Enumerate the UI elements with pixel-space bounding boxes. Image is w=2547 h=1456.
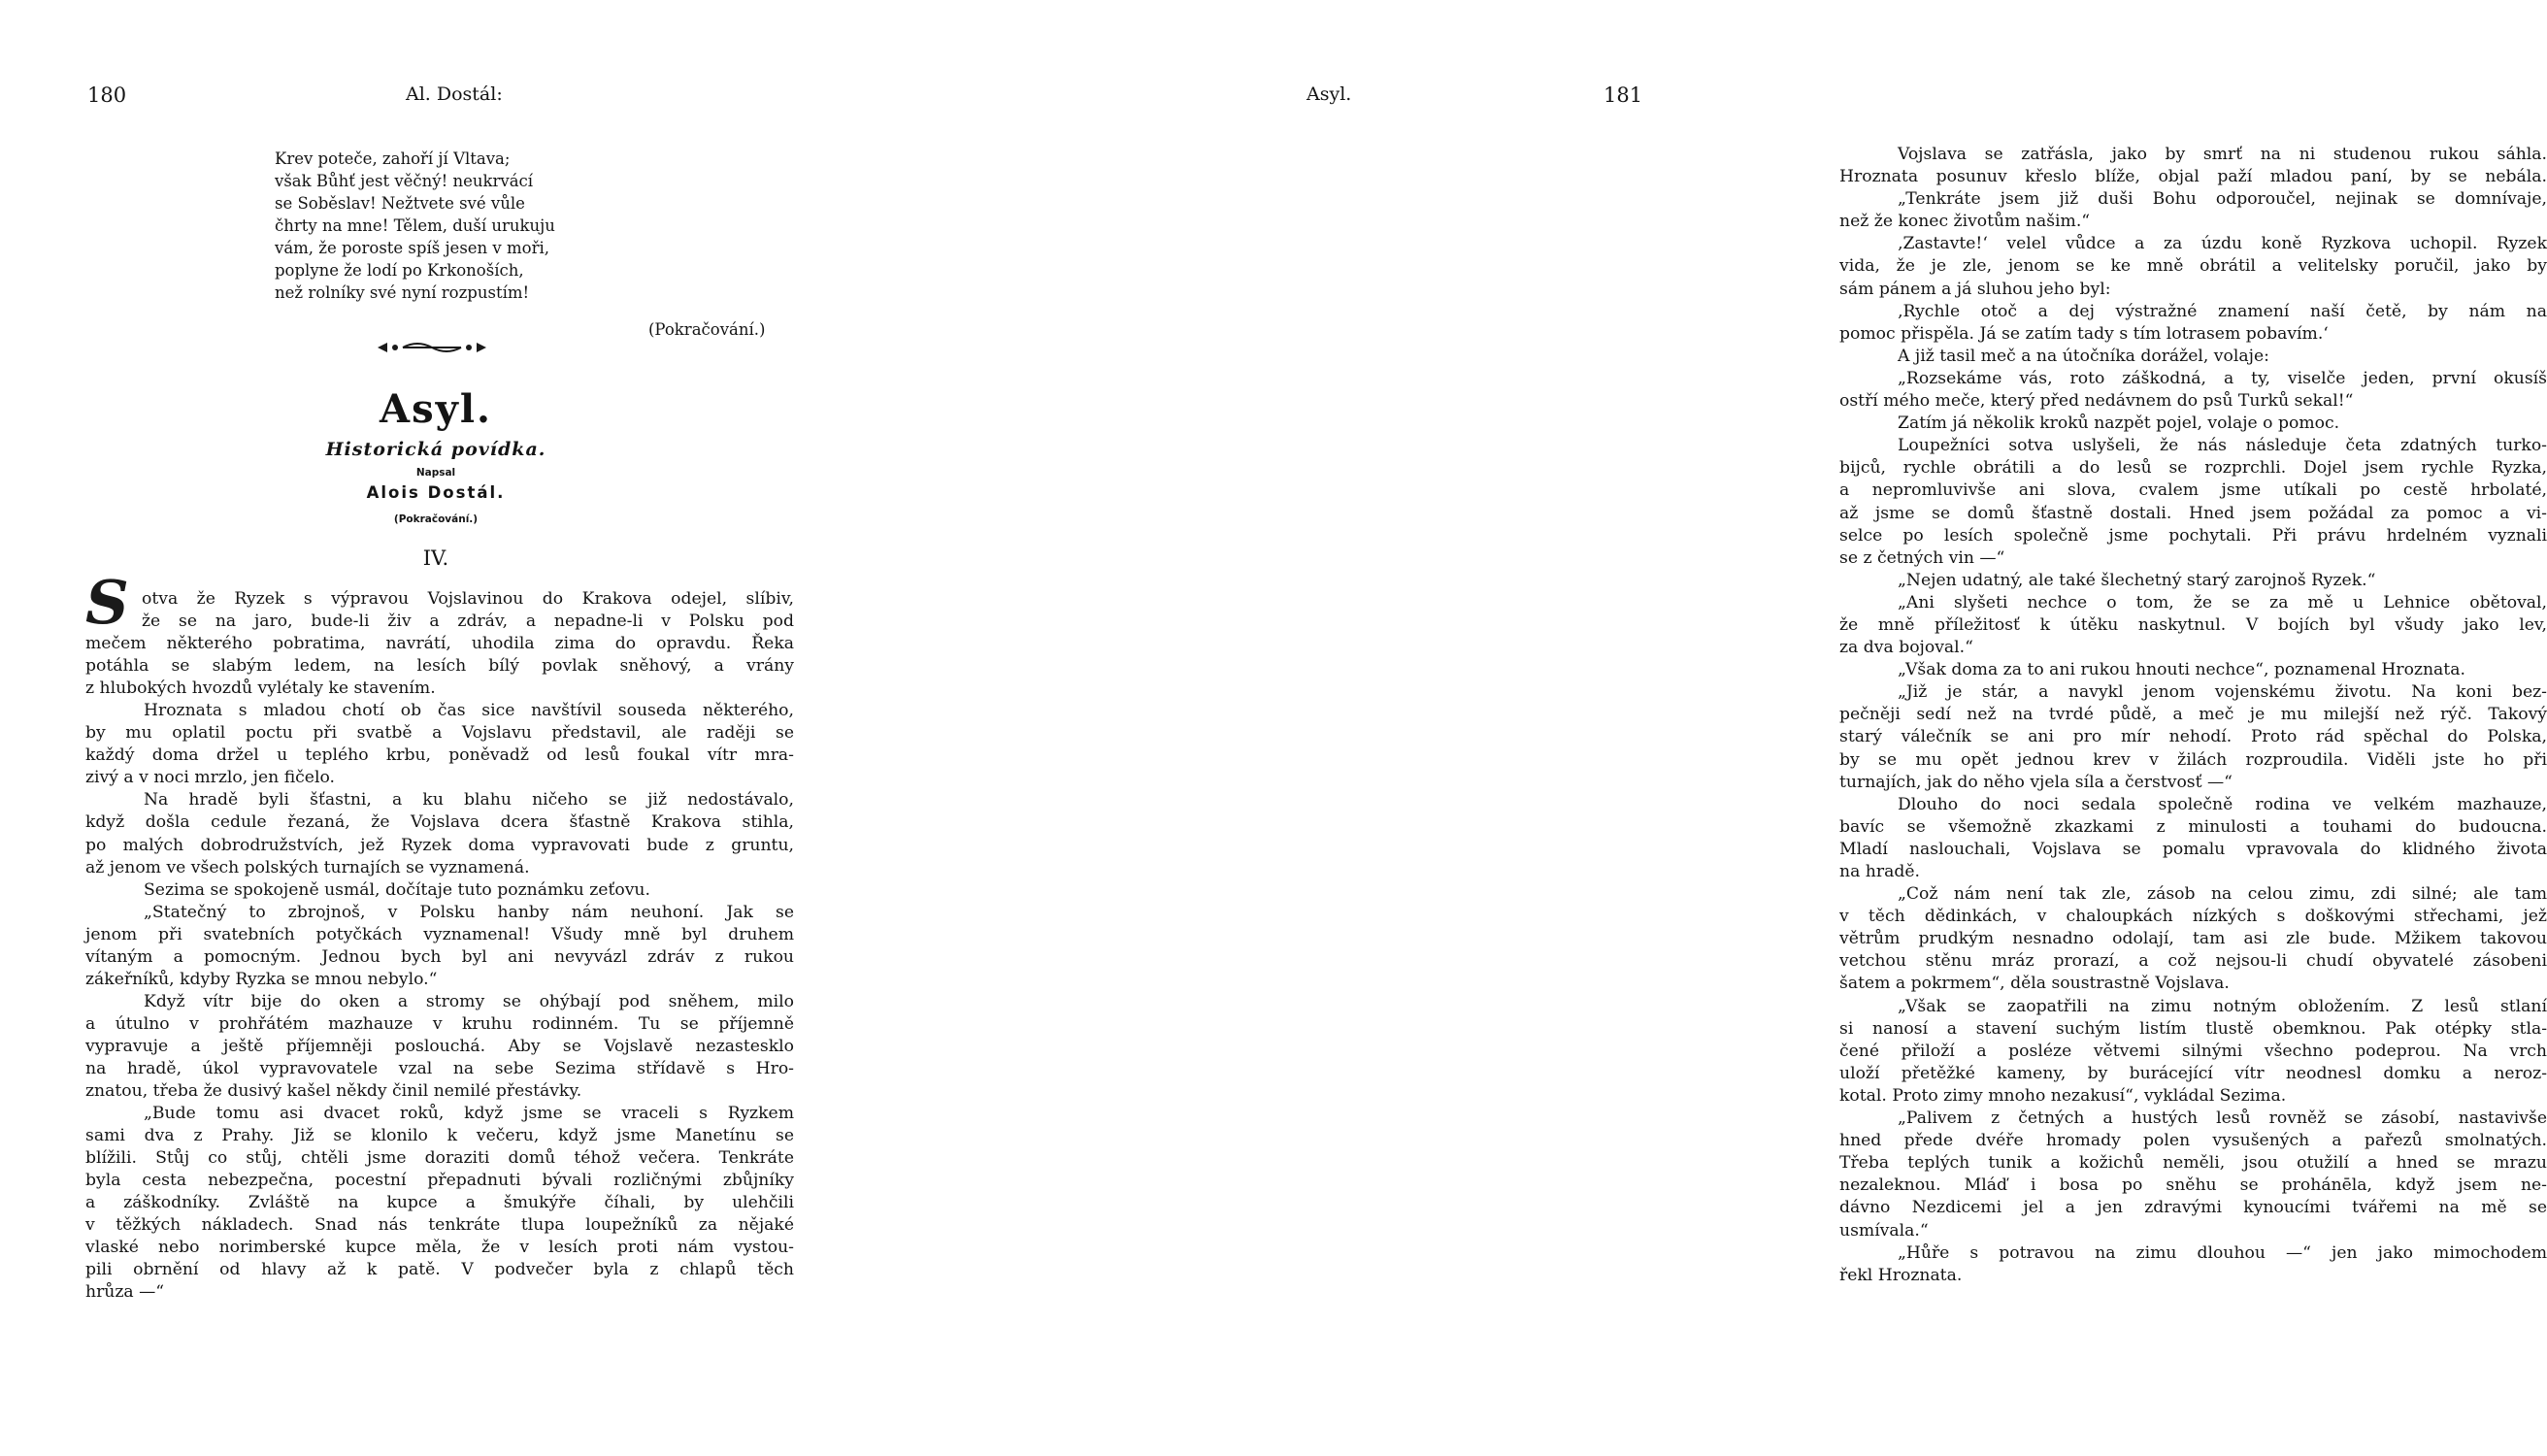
text-line: „Bude tomu asi dvacet roků, když jsme se vraceli s Ryzkem: [144, 1104, 794, 1124]
text-line: starý válečník se ani pro mír nehodí. Proto rád spěchal do Polska,: [1839, 727, 2547, 747]
text-line: zivý a v noci mrzlo, jen fičelo.: [85, 768, 335, 788]
text-line: zákeřníků, kdyby Ryzka se mnou nebylo.“: [85, 969, 438, 989]
right-body-text: [1839, 144, 2547, 1287]
text-line: že se na jaro, bude-li živ a zdráv, a nepadne-li v Polsku pod: [142, 612, 794, 632]
text-line: až jenom ve všech polských turnajích se vyznamená.: [85, 857, 530, 877]
text-line: Třeba teplých tunik a kožichů neměli, jsou otužilí a hned se mrazu: [1839, 1153, 2547, 1174]
text-line: byla cesta nebezpečna, pocestní přepadnuti bývali rozličnými zbůjníky: [85, 1171, 794, 1191]
text-line: ‚Rychle otoč a dej výstražné znamení naší četě, by nám na: [1898, 301, 2547, 321]
text-line: za dva bojoval.“: [1839, 638, 1973, 658]
running-head: Al. Dostál:: [406, 83, 503, 105]
author-note: (Pokračování.): [393, 513, 479, 525]
text-line: Hroznata s mladou chotí ob čas sice navštívil souseda některého,: [144, 701, 794, 721]
text-line: „Ani slyšeti nechce o tom, že se za mě u Lehnice obětoval,: [1898, 592, 2547, 612]
text-line: „Tenkráte jsem již duši Bohu odporoučel, nejinak se domnívaje,: [1898, 189, 2547, 210]
text-line: Loupežníci sotva uslyšeli, že nás následuje četa zdatných turko-: [1898, 436, 2547, 456]
text-line: pečněji sedí než na tvrdé půdě, a meč je mu milejší než rýč. Takový: [1839, 705, 2547, 725]
text-line: sami dva z Prahy. Již se klonilo k večeru, když jsme Manetínu se: [85, 1126, 794, 1146]
poem-line: čhrty na mne! Tělem, duší urukuju: [275, 216, 555, 235]
drop-cap: S: [85, 567, 129, 638]
text-line: „Nejen udatný, ale také šlechetný starý zarojnoš Ryzek.“: [1898, 570, 2376, 590]
left-page: [0, 0, 872, 1456]
text-line: hned přede dvéře hromady polen vysušených a pařezů smolnatých.: [1839, 1131, 2547, 1151]
text-line: každý doma držel u teplého krbu, poněvadž od lesů foukal vítr mra-: [85, 745, 794, 766]
text-line: vítaným a pomocným. Jednou bych byl ani nevyvázl zdráv z rukou: [85, 946, 794, 967]
poem-line: však Bůhť jest věčný! neukrvácí: [275, 172, 534, 190]
poem-line: vám, že poroste spíš jesen v moři,: [275, 239, 549, 257]
right-page: [872, 0, 2547, 1456]
text-line: vetchou stěnu mráz prorazí, a což nejsou-li chudí obyvatelé zásobeni: [1839, 951, 2547, 972]
poem-line: než rolníky své nyní rozpustím!: [275, 283, 530, 302]
text-line: řekl Hroznata.: [1839, 1265, 1963, 1285]
text-line: v těžkých nákladech. Snad nás tenkráte tlupa loupežníků za nějaké: [85, 1215, 794, 1236]
story-subtitle: Historická povídka.: [325, 439, 546, 460]
page-number: 180: [87, 83, 127, 107]
text-line: Mladí naslouchali, Vojslava se pomalu vpravovala do klidného života: [1839, 839, 2547, 859]
text-line: „Rozsekáme vás, roto záškodná, a ty, viselče jeden, první okusíš: [1898, 368, 2547, 388]
text-line: „Což nám není tak zle, zásob na celou zimu, zdi silné; ale tam: [1898, 884, 2547, 905]
text-line: až jsme se domů šťastně dostali. Hned jsem požádal za pomoc a vi-: [1839, 503, 2547, 523]
text-line: selce po lesích společně jsme pochytali. Při právu hrdelném vyznali: [1839, 525, 2547, 546]
text-line: nezaleknou. Mláď i bosa po sněhu se prohánēla, když jsem ne-: [1839, 1175, 2547, 1196]
text-line: „Hůře s potravou na zimu dlouhou —“ jen jako mimochodem: [1898, 1242, 2547, 1263]
text-line: bijců, rychle obrátili a do lesů se rozprchli. Dojel jsem rychle Ryzka,: [1839, 458, 2547, 479]
text-line: „Palivem z četných a hustých lesů rovněž se zásobí, nastavivše: [1898, 1109, 2547, 1129]
text-line: znatou, třeba že dusivý kašel někdy činil nemilé přestávky.: [85, 1081, 582, 1102]
story-title: Asyl.: [380, 386, 492, 432]
text-line: na hradě, úkol vypravovatele vzal na sebe Sezima střídavě s Hro-: [85, 1058, 794, 1078]
text-line: ‚Zastavte!‘ velel vůdce a za úzdu koně Ryzkova uchopil. Ryzek: [1898, 234, 2547, 254]
text-line: na hradě.: [1839, 862, 1920, 881]
byline-label: Napsal: [415, 467, 456, 479]
continued-note: (Pokračování.): [648, 320, 766, 339]
text-line: Vojslava se zatřásla, jako by smrť na ni studenou rukou sáhla.: [1898, 145, 2547, 164]
running-head: Asyl.: [1307, 83, 1352, 105]
left-body-text: [85, 588, 794, 1305]
ornament-divider: [374, 340, 490, 355]
text-line: z hlubokých hvozdů vylétaly ke stavením.: [85, 678, 436, 699]
text-line: otva že Ryzek s výpravou Vojslavinou do Krakova odejel, slíbiv,: [142, 589, 794, 609]
text-line: když došla cedule řezaná, že Vojslava dcera šťastně Krakova stihla,: [85, 812, 794, 833]
poem-line: poplyne že lodí po Krkonoších,: [275, 261, 524, 280]
chapter-heading: IV.: [422, 546, 449, 570]
text-line: „Však se zaopatřili na zimu notným obložením. Z lesů stlaní: [1898, 996, 2547, 1016]
text-line: potáhla se slabým ledem, na lesích bílý povlak sněhový, a vrány: [85, 656, 794, 677]
text-line: hrůza —“: [85, 1282, 165, 1303]
text-line: Když vítr bije do oken a stromy se ohýbají pod sněhem, milo: [144, 991, 794, 1011]
text-line: že mně příležitosť k útěku naskytnul. V bojích byl všudy jako lev,: [1839, 614, 2547, 635]
text-line: čené přiloží a posléze větvemi silnými všechno podeprou. Na vrch: [1839, 1041, 2547, 1061]
text-line: „Již je stár, a navykl jenom vojenskému životu. Na koni bez-: [1898, 682, 2547, 703]
text-line: „Však doma za to ani rukou hnouti nechce“, poznamenal Hroznata.: [1898, 660, 2465, 680]
text-line: „Statečný to zbrojnoš, v Polsku hanby nám neuhoní. Jak se: [144, 902, 794, 922]
text-line: A již tasil meč a na útočníka dorážel, volaje:: [1898, 346, 2269, 366]
text-line: než že konec životům našim.“: [1839, 212, 2091, 232]
text-line: větrům prudkým nesnadno odolají, tam asi zle bude. Mžikem takovou: [1839, 929, 2547, 949]
text-line: uloží přetěžké kameny, by burácející vítr neodnesl domku a neroz-: [1839, 1063, 2547, 1083]
author-name: Alois Dostál.: [366, 483, 506, 502]
text-line: Sezima se spokojeně usmál, dočítaje tuto poznámku zeťovu.: [144, 879, 650, 900]
text-line: turnajích, jak do něho vjela síla a čerstvosť —“: [1839, 772, 2233, 792]
poem-line: Krev poteče, zahoří jí Vltava;: [275, 149, 511, 168]
text-line: dávno Nezdicemi jel a jen zdravými kynoucími tvářemi na mě se: [1839, 1198, 2547, 1218]
text-line: si nanosí a stavení suchým listím tlustě obemknou. Pak otépky stla-: [1839, 1018, 2547, 1039]
text-line: Dlouho do noci sedala společně rodina ve velkém mazhauze,: [1898, 794, 2547, 814]
text-line: a útulno v prohřátém mazhauze v kruhu rodinném. Tu se příjemně: [85, 1013, 794, 1034]
text-line: šatem a pokrmem“, děla soustrastně Vojslava.: [1839, 974, 2230, 994]
poem-line: se Soběslav! Nežtvete své vůle: [275, 194, 525, 213]
text-line: a záškodníky. Zvláště na kupce a šmukýře číhali, by ulehčili: [85, 1193, 794, 1213]
text-line: usmívala.“: [1839, 1220, 1929, 1241]
text-line: kotal. Proto zimy mnoho nezakusí“, vykládal Sezima.: [1839, 1085, 2287, 1106]
text-line: po malých dobrodružstvích, jež Ryzek doma vypravovati bude z gruntu,: [85, 835, 794, 855]
text-line: sám pánem a já sluhou jeho byl:: [1839, 279, 2111, 299]
text-line: v těch dědinkách, v chaloupkách nízkých s doškovými střechami, jež: [1839, 907, 2547, 927]
text-line: pomoc přispěla. Já se zatím tady s tím lotrasem pobavím.‘: [1839, 323, 2329, 344]
poem-block: [275, 148, 663, 304]
text-line: vypravuje a ještě příjemněji poslouchá. Aby se Vojslavě nezastesklo: [85, 1036, 794, 1056]
text-line: ostří mého meče, který před nedávnem do psů Turků sekal!“: [1839, 391, 2354, 412]
text-line: Hroznata posunuv křeslo blíže, objal paží mladou paní, by se nebála.: [1839, 167, 2547, 187]
text-line: Zatím já několik kroků nazpět pojel, volaje o pomoc.: [1898, 414, 2340, 434]
text-line: by mu oplatil poctu při svatbě a Vojslavu představil, ale raději se: [85, 723, 794, 744]
text-line: by se mu opět jednou krev v žilách rozproudila. Viděli jste ho při: [1839, 749, 2547, 770]
text-line: vida, že je zle, jenom se ke mně obrátil a velitelsky poručil, jako by: [1839, 256, 2547, 277]
text-line: jenom při svatebních potyčkách vyznamenal! Všudy mně byl druhem: [85, 924, 794, 944]
text-line: se z četných vin —“: [1839, 547, 2005, 568]
text-line: bavíc se všemožně zkazkami z minulosti a touhami do budoucna.: [1839, 816, 2547, 837]
text-line: pili obrnění od hlavy až k patě. V podvečer byla z chlapů těch: [85, 1260, 794, 1280]
text-line: blížili. Stůj co stůj, chtěli jsme doraziti domů téhož večera. Tenkráte: [85, 1148, 794, 1169]
text-line: a nepromluvivše ani slova, cvalem jsme utíkali po cestě hrbolaté,: [1839, 480, 2547, 501]
text-line: vlaské nebo norimberské kupce měla, že v lesích proti nám vystou-: [85, 1238, 794, 1258]
page-number: 181: [1604, 83, 1643, 107]
text-line: mečem některého pobratima, navrátí, uhodila zima do opravdu. Řeka: [85, 634, 794, 654]
text-line: Na hradě byli šťastni, a ku blahu ničeho se již nedostávalo,: [144, 790, 794, 811]
